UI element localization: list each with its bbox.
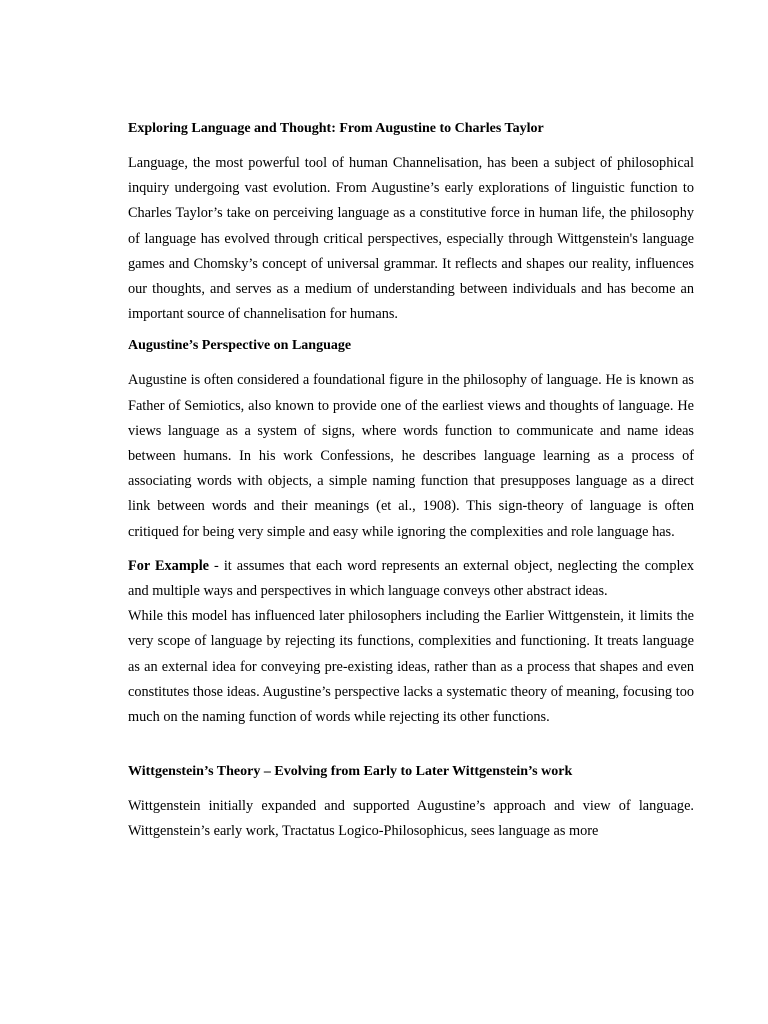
document-title: Exploring Language and Thought: From Augustine to Charles Taylor xyxy=(128,121,544,136)
augustine-critique-paragraph: While this model has influenced later philosophers including the Earlier Wittgenstein, it limits the very scope of language by rejecting its functions, complexities and functioning. It treats language as an external idea for conveying pre-existing ideas, rather than as a process that shapes and even constitutes those ideas. Augustine’s perspective lacks a systematic theory of meaning, focusing too much on the naming function of words while rejecting its other functions. xyxy=(128,608,694,726)
section-heading-augustine: Augustine’s Perspective on Language xyxy=(128,338,352,354)
wittgenstein-paragraph: Wittgenstein initially expanded and supported Augustine’s approach and view of language. Wittgenstein’s early work, Tractatus Logico-Philosophicus, sees language as more xyxy=(128,798,694,840)
section-heading-wittgenstein: Wittgenstein’s Theory – Evolving from Early to Later Wittgenstein’s work xyxy=(128,764,573,780)
document-page xyxy=(128,119,694,854)
intro-paragraph: Language, the most powerful tool of human Channelisation, has been a subject of philosophical inquiry undergoing vast evolution. From Augustine’s early explorations of linguistic function to Charles Taylor’s take on perceiving language as a constitutive force in human life, the philosophy of language has evolved through critical perspectives, especially through Wittgenstein's language games and Chomsky’s concept of universal grammar. It reflects and shapes our reality, influences our thoughts, and serves as a medium of understanding between individuals and has become an important source of channelisation for humans. xyxy=(128,155,694,323)
example-paragraph xyxy=(128,554,694,604)
augustine-paragraph: Augustine is often considered a foundational figure in the philosophy of language. He is known as Father of Semiotics, also known to provide one of the earliest views and thoughts of language. He views language as a system of signs, where words function to communicate and name ideas between humans. In his work Confessions, he describes language learning as a process of associating words with objects, a simple naming function that presupposes language as a direct link between words and their meanings (et al., 1908). This sign-theory of language is often critiqued for being very simple and easy while ignoring the complexities and role language has. xyxy=(128,372,694,540)
example-label: For Example xyxy=(128,557,210,574)
example-text: - it assumes that each word represents an external object, neglecting the complex and multiple ways and perspectives in which language conveys other abstract ideas. xyxy=(128,557,694,600)
